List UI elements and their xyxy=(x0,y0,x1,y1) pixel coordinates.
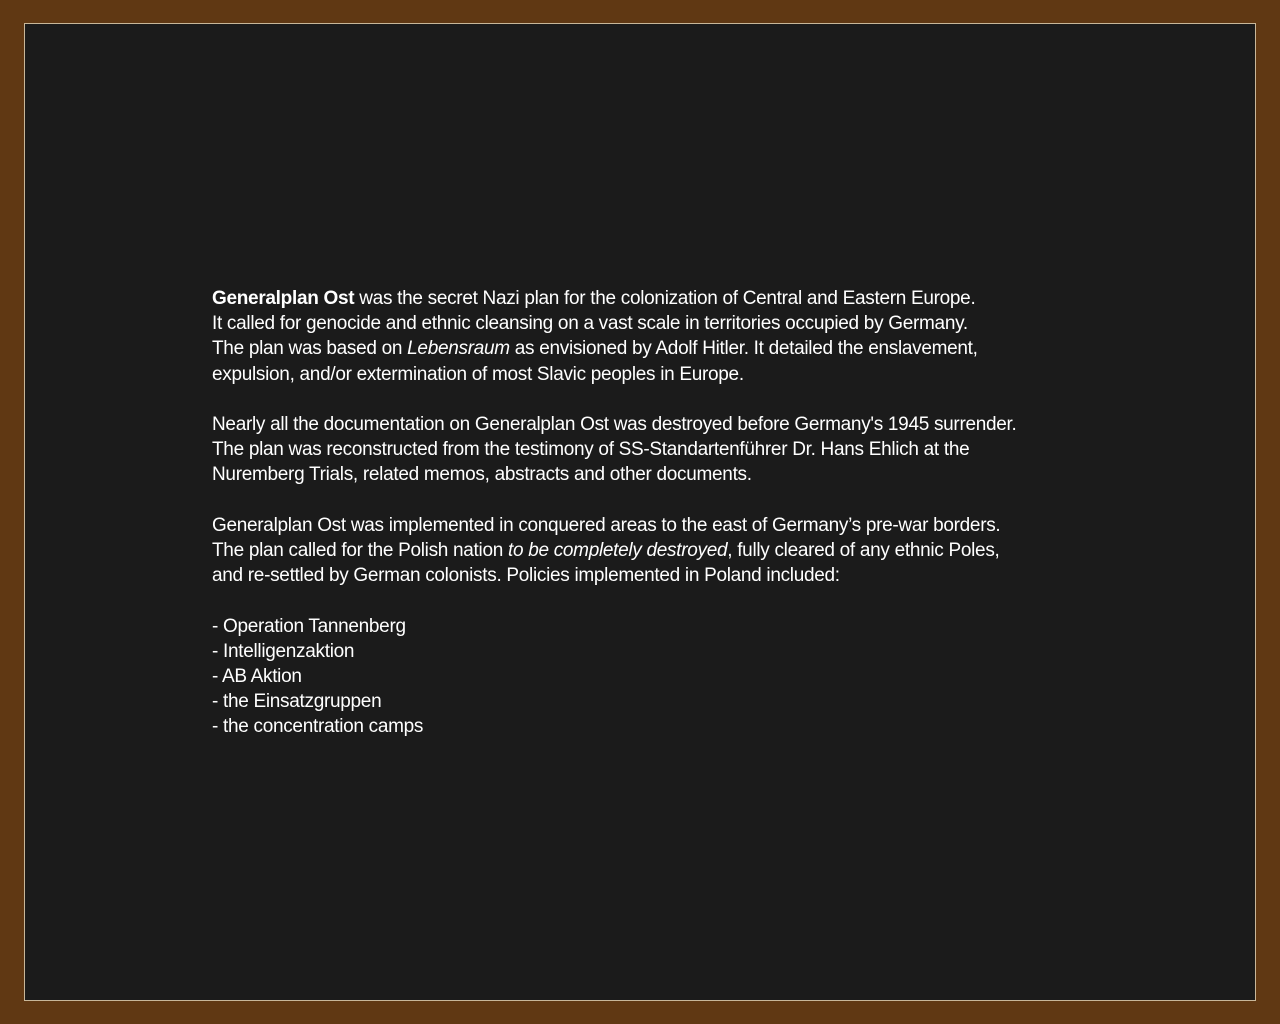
policies-list xyxy=(212,614,1112,740)
intro-line-2: It called for genocide and ethnic cleansing on a vast scale in territories occupied by Germany. xyxy=(212,313,968,335)
list-item: - Intelligenzaktion xyxy=(212,640,355,662)
intro-line-3-pre: The plan was based on xyxy=(212,338,408,360)
documentation-line-1: Nearly all the documentation on Generalplan Ost was destroyed before Germany's 1945 surrender. xyxy=(212,414,1017,435)
list-item: - the concentration camps xyxy=(212,716,424,738)
implementation-line-2 xyxy=(212,538,1112,563)
intro-line-3-post: as envisioned by Adolf Hitler. It detailed the enslavement, xyxy=(509,338,978,360)
implementation-line-1: Generalplan Ost was implemented in conquered areas to the east of Germany’s pre-war borders. xyxy=(212,514,1001,536)
intro-line-1 xyxy=(212,286,1112,311)
documentation-line-3: Nuremberg Trials, related memos, abstracts and other documents. xyxy=(212,464,752,486)
slide-text xyxy=(212,286,1112,740)
implementation-line-2-post: , fully cleared of any ethnic Poles, xyxy=(727,540,1000,561)
paragraph-implementation xyxy=(212,513,1112,589)
intro-line-4: expulsion, and/or extermination of most Slavic peoples in Europe. xyxy=(212,363,744,385)
list-item: - the Einsatzgruppen xyxy=(212,691,382,713)
list-item: - Operation Tannenberg xyxy=(212,615,406,637)
implementation-line-3: and re-settled by German colonists. Policies implemented in Poland included: xyxy=(212,565,840,587)
term-generalplan-ost: Generalplan Ost xyxy=(212,288,355,309)
paragraph-documentation xyxy=(212,412,1112,488)
slide-panel xyxy=(24,23,1256,1001)
intro-line-3 xyxy=(212,336,1112,361)
intro-line-1-text: was the secret Nazi plan for the colonization of Central and Eastern Europe. xyxy=(354,288,976,309)
paragraph-intro xyxy=(212,286,1112,387)
list-item: - AB Aktion xyxy=(212,666,302,687)
documentation-line-2: The plan was reconstructed from the testimony of SS-Standartenführer Dr. Hans Ehlich at the xyxy=(212,439,970,461)
term-lebensraum: Lebensraum xyxy=(407,338,510,360)
implementation-line-2-pre: The plan called for the Polish nation xyxy=(212,540,508,561)
phrase-completely-destroyed: to be completely destroyed xyxy=(507,540,728,561)
